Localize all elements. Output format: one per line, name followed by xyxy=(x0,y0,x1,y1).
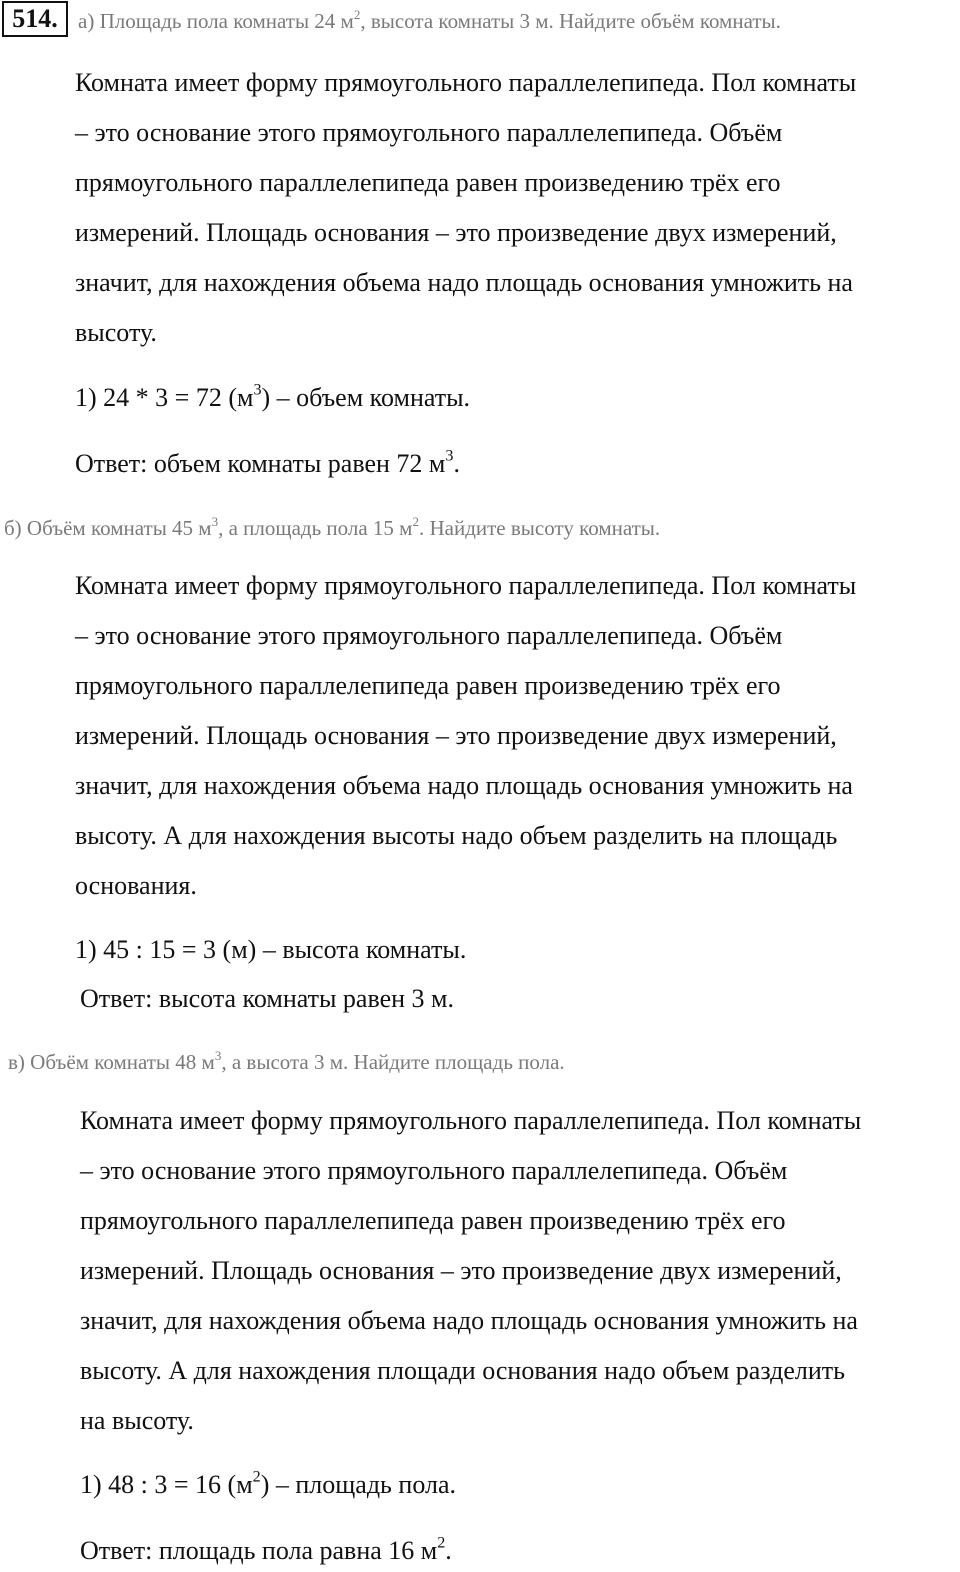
solution-c-line: Комната имеет форму прямоугольного параллелепипеда. Пол комнаты xyxy=(80,1106,862,1135)
calculation-b: 1) 45 : 15 = 3 (м) – высота комнаты. xyxy=(75,935,467,964)
solution-a-line: значит, для нахождения объема надо площадь основания умножить на xyxy=(75,268,853,297)
task-c: в) Объём комнаты 48 $м^3$, а высота 3 м. Найдите площадь пола. xyxy=(8,1047,565,1074)
solution-a-line: – это основание этого прямоугольного параллелепипеда. Объём xyxy=(75,118,783,147)
solution-c-line: – это основание этого прямоугольного параллелепипеда. Объём xyxy=(80,1156,788,1185)
answer-b: Ответ: высота комнаты равен 3 м. xyxy=(80,984,455,1013)
task-b: б) Объём комнаты 45 $м^3$, а площадь пола 15 $м^2$. Найдите высоту комнаты. xyxy=(4,513,661,540)
solution-b-line: Комната имеет форму прямоугольного параллелепипеда. Пол комнаты xyxy=(75,571,857,600)
solution-b-text xyxy=(75,561,856,911)
answer-a: Ответ: объем комнаты равен 72 $м^3$. xyxy=(75,447,460,478)
solution-b-line: прямоугольного параллелепипеда равен произведению трёх его xyxy=(75,671,781,700)
solution-b-line: измерений. Площадь основания – это произведение двух измерений, xyxy=(75,721,837,750)
solution-b-line: значит, для нахождения объема надо площадь основания умножить на xyxy=(75,771,853,800)
solution-c-line: на высоту. xyxy=(80,1406,194,1435)
problem-number-box: 514. xyxy=(2,1,68,37)
task-a: а) Площадь пола комнаты 24 $м^2$, высота комнаты 3 м. Найдите объём комнаты. xyxy=(78,6,781,33)
solution-a-line: Комната имеет форму прямоугольного параллелепипеда. Пол комнаты xyxy=(75,68,857,97)
solution-a-text xyxy=(75,58,856,358)
calculation-c: 1) 48 : 3 = 16 $(м^2)$ – площадь пола. xyxy=(80,1468,456,1499)
answer-c: Ответ: площадь пола равна 16 $м^2$. xyxy=(80,1534,452,1565)
solution-a-line: прямоугольного параллелепипеда равен произведению трёх его xyxy=(75,168,781,197)
solution-b-line: основания. xyxy=(75,871,197,900)
solution-a-line: измерений. Площадь основания – это произведение двух измерений, xyxy=(75,218,837,247)
solution-c-line: измерений. Площадь основания – это произведение двух измерений, xyxy=(80,1256,842,1285)
solution-b-line: – это основание этого прямоугольного параллелепипеда. Объём xyxy=(75,621,783,650)
solution-c-line: прямоугольного параллелепипеда равен произведению трёх его xyxy=(80,1206,786,1235)
solution-c-text xyxy=(80,1096,861,1446)
solution-c-line: значит, для нахождения объема надо площадь основания умножить на xyxy=(80,1306,858,1335)
calculation-a: 1) 24 * 3 = 72 $(м^3)$ – объем комнаты. xyxy=(75,381,471,412)
solution-a-line: высоту. xyxy=(75,318,157,347)
solution-b-line: высоту. А для нахождения высоты надо объем разделить на площадь xyxy=(75,821,838,850)
solution-c-line: высоту. А для нахождения площади основания надо объем разделить xyxy=(80,1356,846,1385)
